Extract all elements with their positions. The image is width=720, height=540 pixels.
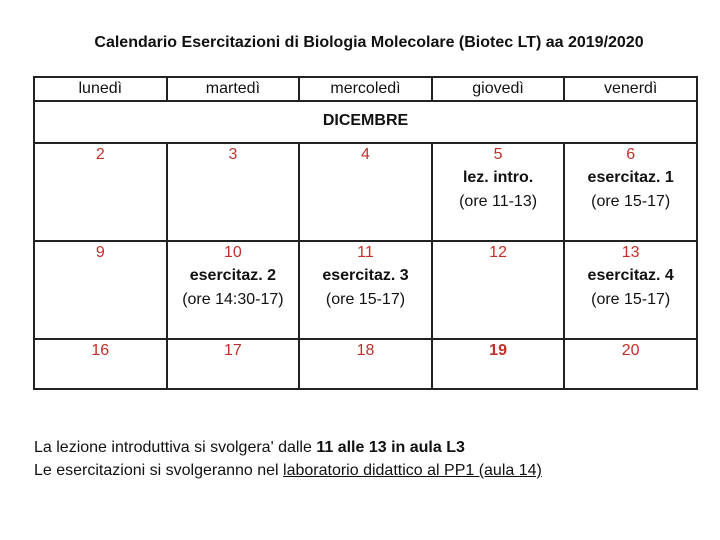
day-number: 4 (361, 146, 370, 163)
day-cell (34, 241, 167, 339)
event-title: lez. intro. (462, 169, 534, 186)
notes (34, 436, 542, 482)
day-number: 2 (95, 146, 105, 163)
month-row (34, 101, 697, 143)
event-time: (ore 14:30-17) (182, 291, 284, 308)
weekday-wednesday: mercoledì (299, 77, 432, 101)
day-cell (299, 241, 432, 339)
event-title: esercitaz. 1 (587, 169, 674, 186)
day-cell (564, 143, 697, 241)
day-number: 5 (493, 146, 503, 163)
event-title: esercitaz. 3 (322, 267, 409, 284)
day-cell (167, 241, 300, 339)
note-intro-lesson (34, 436, 542, 459)
day-number: 16 (91, 342, 110, 359)
day-cell (167, 143, 300, 241)
day-cell (432, 339, 565, 389)
day-cell (564, 241, 697, 339)
day-number: 18 (356, 342, 375, 359)
day-number: 19 (489, 342, 507, 359)
weekday-friday: venerdì (564, 77, 697, 101)
weekday-thursday: giovedì (432, 77, 565, 101)
day-number: 13 (621, 244, 640, 261)
day-number: 9 (95, 244, 105, 261)
note-exercises-place: laboratorio didattico al PP1 (aula 14) (283, 462, 542, 479)
event-time: (ore 15-17) (591, 193, 671, 210)
event-time: (ore 15-17) (325, 291, 406, 308)
day-number: 10 (223, 244, 242, 261)
weekday-monday: lunedì (34, 77, 167, 101)
day-cell (564, 339, 697, 389)
note-exercises-text: Le esercitazioni si svolgeranno nel (34, 462, 284, 479)
week-row (34, 143, 697, 241)
calendar-table (33, 76, 698, 390)
note-intro-time-place: 11 alle 13 in aula L3 (316, 439, 465, 456)
week-row (34, 339, 697, 389)
day-number: 6 (626, 146, 636, 163)
day-cell (299, 339, 432, 389)
day-cell (432, 241, 565, 339)
note-exercises (34, 459, 542, 482)
event-title: esercitaz. 2 (189, 267, 277, 284)
note-intro-text: La lezione introduttiva si svolgera' dalle (34, 439, 317, 456)
event-time: (ore 11-13) (459, 193, 538, 210)
day-number: 11 (357, 244, 374, 261)
day-cell (34, 339, 167, 389)
day-number: 17 (223, 342, 242, 359)
month-label: DICEMBRE (34, 101, 697, 143)
day-cell (34, 143, 167, 241)
weekday-tuesday: martedì (167, 77, 300, 101)
day-cell (299, 143, 432, 241)
day-number: 20 (621, 342, 640, 359)
week-row (34, 241, 697, 339)
document-title: Calendario Esercitazioni di Biologia Molecolare (Biotec LT) aa 2019/2020 (94, 34, 644, 51)
day-number: 3 (228, 146, 238, 163)
event-title: esercitaz. 4 (587, 267, 674, 284)
event-time: (ore 15-17) (591, 291, 671, 308)
weekday-header-row (34, 77, 697, 101)
day-cell (167, 339, 300, 389)
day-number: 12 (489, 244, 507, 261)
day-cell (432, 143, 565, 241)
